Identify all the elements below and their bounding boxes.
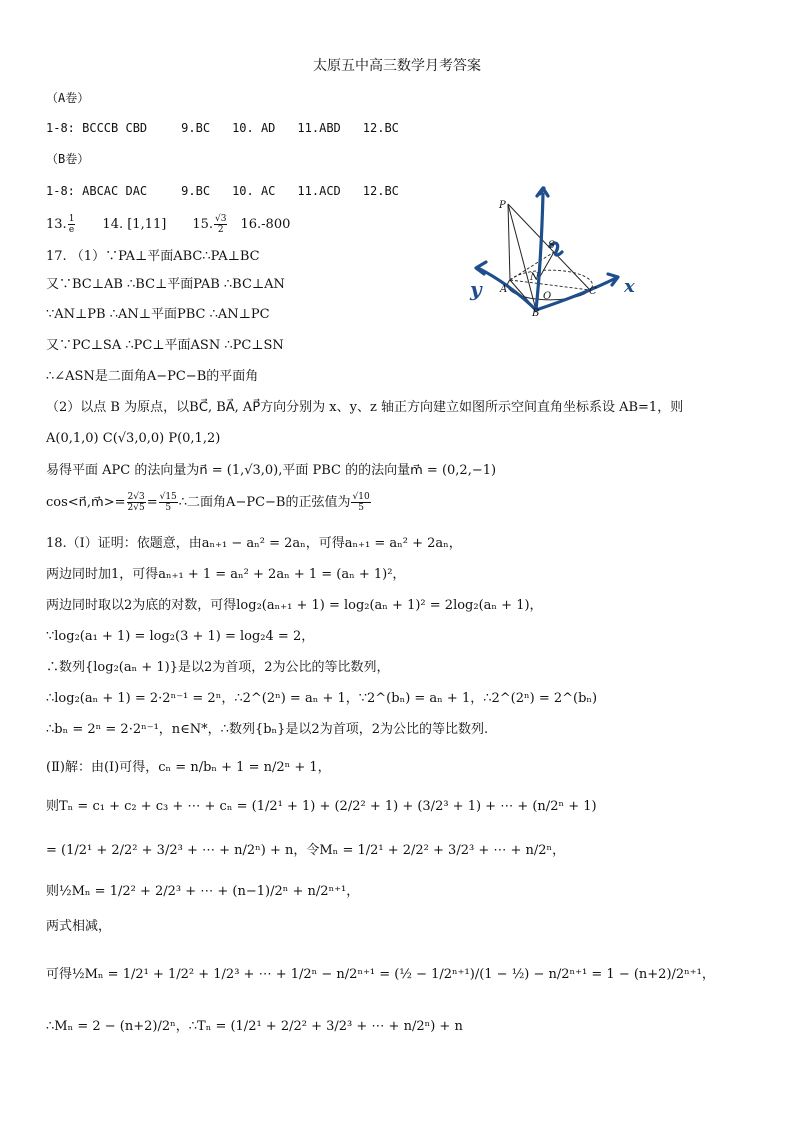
q18-line-3: 两边同时取以2为底的对数，可得log₂(aₙ₊₁ + 1) = log₂(aₙ + 1)² = 2log₂(aₙ + 1)， bbox=[46, 598, 543, 613]
section-b-q11: 11.ACD bbox=[297, 184, 341, 198]
section-a-mc: 1-8: BCCCB CBD bbox=[46, 121, 148, 135]
q17-line-6: （2）以点 B 为原点，以BC⃗, BA⃗, AP⃗方向分别为 x、y、z 轴正方向建立如图所示空间直角坐标系设 AB=1，则 bbox=[46, 400, 684, 415]
point-label-b: B bbox=[532, 308, 540, 317]
q18-line-11: 则½Mₙ = 1/2² + 2/2³ + ⋯ + (n−1)/2ⁿ + n/2ⁿ⁺¹， bbox=[46, 884, 360, 899]
section-b-q9: 9.BC bbox=[181, 184, 211, 198]
point-label-p: P bbox=[499, 200, 506, 211]
q18-line-2: 两边同时加1，可得aₙ₊₁ + 1 = aₙ² + 2aₙ + 1 = (aₙ + 1)²， bbox=[46, 567, 406, 582]
section-a-q11: 11.ABD bbox=[297, 121, 341, 135]
q18-line-6: ∴log₂(aₙ + 1) = 2·2ⁿ⁻¹ = 2ⁿ，∴2^(2ⁿ) = aₙ + 1，∵2^(bₙ) = aₙ + 1，∴2^(2ⁿ) = 2^(bₙ) bbox=[46, 691, 598, 706]
section-a-q9: 9.BC bbox=[181, 121, 211, 135]
point-label-o: O bbox=[543, 291, 552, 302]
q17-line-2: 又∵BC⊥AB ∴BC⊥平面PAB ∴BC⊥AN bbox=[46, 277, 285, 292]
point-label-a: A bbox=[500, 284, 508, 295]
section-b-answers bbox=[46, 182, 399, 200]
q15-prefix: 15. bbox=[192, 217, 214, 232]
q17-line-7: A(0,1,0) C(√3,0,0) P(0,1,2) bbox=[46, 431, 221, 446]
q18-line-7: ∴bₙ = 2ⁿ = 2·2ⁿ⁻¹，n∈N*，∴数列{bₙ}是以2为首项，2为公比的等比数列. bbox=[46, 722, 489, 737]
q18-line-4: ∵log₂(a₁ + 1) = log₂(3 + 1) = log₂4 = 2， bbox=[46, 629, 315, 644]
q17-line-9: cos<n⃗,m⃗>= $\frac{2√3}{2√5}$ = $\frac{√15}{5}$ ∴二面角A−PC−B的正弦值为 $\frac{√10}{5}$ bbox=[46, 492, 370, 513]
axis-label-x: x bbox=[624, 276, 635, 297]
geometry-figure bbox=[468, 182, 648, 317]
q18-line-5: ∴数列{log₂(aₙ + 1)}是以2为首项，2为公比的等比数列， bbox=[46, 660, 390, 675]
q17-line-3: ∵AN⊥PB ∴AN⊥平面PBC ∴AN⊥PC bbox=[46, 307, 270, 322]
q18-line-1: 18.（I）证明：依题意，由aₙ₊₁ − aₙ² = 2aₙ，可得aₙ₊₁ = aₙ² + 2aₙ， bbox=[46, 536, 462, 551]
q13-prefix: 13. bbox=[46, 217, 67, 232]
section-b-label: （B卷） bbox=[46, 152, 90, 166]
point-label-n: N bbox=[530, 272, 539, 283]
q18-line-13: 可得½Mₙ = 1/2¹ + 1/2² + 1/2³ + ⋯ + 1/2ⁿ − n/2ⁿ⁺¹ = (½ − 1/2ⁿ⁺¹)/(1 − ½) − n/2ⁿ⁺¹ = 1 − (n+2)/2ⁿ⁺¹， bbox=[46, 967, 715, 982]
q18-line-8: (Ⅱ)解：由(Ⅰ)可得，cₙ = n/bₙ + 1 = n/2ⁿ + 1， bbox=[46, 760, 331, 775]
q15-fraction: $\frac{√3}{2}$ bbox=[215, 214, 227, 235]
axis-label-y: y bbox=[470, 277, 482, 301]
section-a-answers bbox=[46, 119, 399, 137]
section-a-q10: 10. AD bbox=[232, 121, 276, 135]
q18-line-12: 两式相减， bbox=[46, 919, 112, 934]
q17-line-5: ∴∠ASN是二面角A−PC−B的平面角 bbox=[46, 369, 259, 384]
point-label-s: S bbox=[548, 240, 555, 251]
fill-blank-answers bbox=[46, 214, 290, 235]
page-title: 太原五中高三数学月考答案 bbox=[313, 58, 481, 74]
q18-line-14: ∴Mₙ = 2 − (n+2)/2ⁿ，∴Tₙ = (1/2¹ + 2/2² + 3/2³ + ⋯ + n/2ⁿ) + n bbox=[46, 1019, 463, 1034]
q13-fraction: $\frac{1}{e}$ bbox=[68, 214, 75, 235]
q17-line-1: 17. （1）∵PA⊥平面ABC∴PA⊥BC bbox=[46, 249, 260, 264]
section-b-q12: 12.BC bbox=[362, 184, 399, 198]
q18-line-10: = (1/2¹ + 2/2² + 3/2³ + ⋯ + n/2ⁿ) + n，令Mₙ = 1/2¹ + 2/2² + 3/2³ + ⋯ + n/2ⁿ， bbox=[46, 843, 566, 858]
section-b-mc: 1-8: ABCAC DAC bbox=[46, 184, 148, 198]
q14-answer: 14. [1,11] bbox=[102, 217, 167, 232]
section-a-label: （A卷） bbox=[46, 91, 90, 105]
q18-line-9: 则Tₙ = c₁ + c₂ + c₃ + ⋯ + cₙ = (1/2¹ + 1) + (2/2² + 1) + (3/2³ + 1) + ⋯ + (n/2ⁿ + 1) bbox=[46, 799, 597, 814]
q17-line-8: 易得平面 APC 的法向量为n⃗ = (1,√3,0),平面 PBC 的的法向量m⃗ = (0,2,−1) bbox=[46, 463, 497, 478]
section-a-q12: 12.BC bbox=[362, 121, 399, 135]
q16-answer: 16.-800 bbox=[240, 217, 291, 232]
point-label-c: C bbox=[589, 286, 597, 297]
q17-line-4: 又∵PC⊥SA ∴PC⊥平面ASN ∴PC⊥SN bbox=[46, 338, 284, 353]
section-b-q10: 10. AC bbox=[232, 184, 276, 198]
